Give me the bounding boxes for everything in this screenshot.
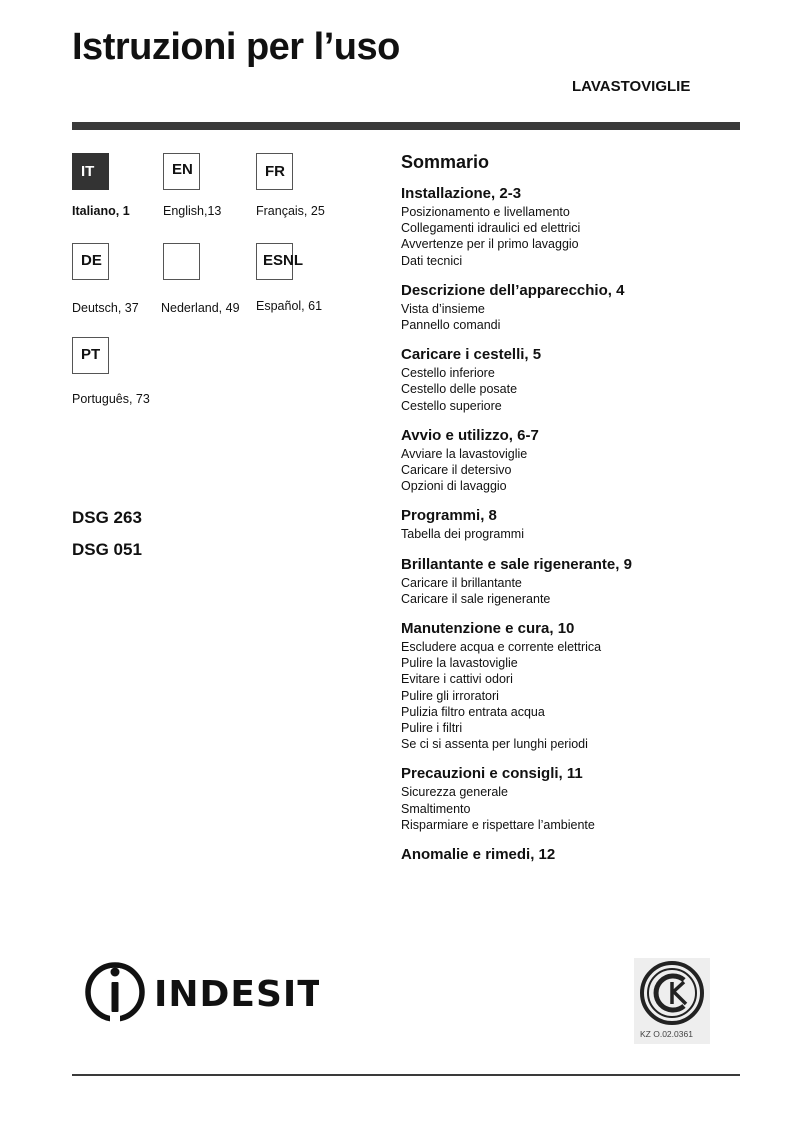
lang-label-fr[interactable]: Français, 25 bbox=[256, 204, 325, 218]
lang-box-de[interactable]: DE bbox=[72, 243, 109, 280]
model-number: DSG 051 bbox=[72, 540, 142, 559]
lang-label-en[interactable]: English,13 bbox=[163, 204, 222, 218]
toc-section-title[interactable]: Manutenzione e cura, 10 bbox=[401, 620, 575, 638]
toc-item[interactable]: Smaltimento bbox=[401, 801, 471, 816]
toc-item[interactable]: Cestello delle posate bbox=[401, 382, 518, 397]
toc-item[interactable]: Caricare il detersivo bbox=[401, 463, 512, 478]
toc-item[interactable]: Cestello superiore bbox=[401, 398, 502, 413]
lang-box-en[interactable]: EN bbox=[163, 153, 200, 190]
toc-section bbox=[401, 184, 761, 269]
toc-item[interactable]: Opzioni di lavaggio bbox=[401, 479, 507, 494]
toc-item[interactable]: Avviare la lavastoviglie bbox=[401, 446, 528, 461]
toc-item[interactable]: Evitare i cattivi odori bbox=[401, 672, 513, 687]
bottom-divider bbox=[72, 1074, 740, 1076]
table-of-contents bbox=[401, 150, 761, 877]
lang-label-pt[interactable]: Português, 73 bbox=[72, 392, 150, 406]
toc-heading: Sommario bbox=[401, 152, 490, 172]
lang-box-pt[interactable]: PT bbox=[72, 337, 109, 374]
toc-item[interactable]: Pannello comandi bbox=[401, 318, 501, 333]
toc-item[interactable]: Tabella dei programmi bbox=[401, 527, 524, 542]
toc-section bbox=[401, 619, 761, 752]
lang-box-fr[interactable]: FR bbox=[256, 153, 293, 190]
toc-section-title[interactable]: Installazione, 2-3 bbox=[401, 185, 522, 202]
toc-item[interactable]: Cestello inferiore bbox=[401, 366, 495, 381]
indesit-logo bbox=[84, 960, 319, 1024]
certification-code: KZ O.02.0361 bbox=[640, 1029, 693, 1039]
logo-text: INDESIT bbox=[154, 974, 319, 1015]
toc-section-title[interactable]: Programmi, 8 bbox=[401, 507, 497, 525]
toc-item[interactable]: Pulire la lavastoviglie bbox=[401, 656, 518, 671]
toc-item[interactable]: Dati tecnici bbox=[401, 253, 463, 268]
toc-section bbox=[401, 845, 761, 865]
top-divider bbox=[72, 122, 740, 130]
toc-section-title[interactable]: Descrizione dell’apparecchio, 4 bbox=[401, 281, 625, 299]
toc-item[interactable]: Pulire i filtri bbox=[401, 721, 463, 736]
toc-item[interactable]: Collegamenti idraulici ed elettrici bbox=[401, 221, 581, 236]
lang-label-nl[interactable]: Nederland, 49 bbox=[161, 301, 240, 315]
toc-item[interactable]: Risparmiare e rispettare l’ambiente bbox=[401, 817, 595, 832]
model-number: DSG 263 bbox=[72, 508, 142, 527]
toc-item[interactable]: Posizionamento e livellamento bbox=[401, 205, 570, 219]
toc-item[interactable]: Vista d’insieme bbox=[401, 301, 485, 316]
toc-item[interactable]: Se ci si assenta per lunghi periodi bbox=[401, 737, 588, 752]
toc-section-title[interactable]: Avvio e utilizzo, 6-7 bbox=[401, 426, 539, 444]
indesit-logo-icon bbox=[84, 960, 319, 1024]
lang-box-es[interactable]: ESNL bbox=[256, 243, 293, 280]
toc-section-title[interactable]: Brillantante e sale rigenerante, 9 bbox=[401, 555, 632, 573]
toc-item[interactable]: Caricare il sale rigenerante bbox=[401, 591, 551, 606]
toc-section-title[interactable]: Caricare i cestelli, 5 bbox=[401, 346, 542, 364]
lang-label-es[interactable]: Español, 61 bbox=[256, 299, 323, 313]
toc-section bbox=[401, 764, 761, 833]
toc-section bbox=[401, 426, 761, 495]
certification-seal bbox=[634, 958, 710, 1044]
toc-item[interactable]: Sicurezza generale bbox=[401, 785, 509, 800]
page-title: Istruzioni per l’uso bbox=[72, 26, 400, 68]
toc-item[interactable]: Pulizia filtro entrata acqua bbox=[401, 704, 545, 719]
toc-section bbox=[401, 281, 761, 333]
toc-item[interactable]: Avvertenze per il primo lavaggio bbox=[401, 237, 579, 252]
lang-box-nl[interactable] bbox=[163, 243, 200, 280]
toc-item[interactable]: Pulire gli irroratori bbox=[401, 688, 499, 703]
toc-section bbox=[401, 345, 761, 414]
toc-section-title[interactable]: Anomalie e rimedi, 12 bbox=[401, 846, 556, 864]
toc-sections bbox=[401, 184, 761, 865]
toc-section-title[interactable]: Precauzioni e consigli, 11 bbox=[401, 765, 583, 783]
toc-section bbox=[401, 506, 761, 542]
product-type: LAVASTOVIGLIE bbox=[572, 78, 691, 95]
lang-label-it[interactable]: Italiano, 1 bbox=[72, 204, 130, 218]
toc-section bbox=[401, 555, 761, 607]
toc-item[interactable]: Caricare il brillantante bbox=[401, 575, 522, 590]
kz-certification-seal-icon bbox=[634, 958, 710, 1028]
toc-item[interactable]: Escludere acqua e corrente elettrica bbox=[401, 640, 602, 655]
lang-box-it[interactable]: IT bbox=[72, 153, 109, 190]
lang-label-de[interactable]: Deutsch, 37 bbox=[72, 301, 139, 315]
